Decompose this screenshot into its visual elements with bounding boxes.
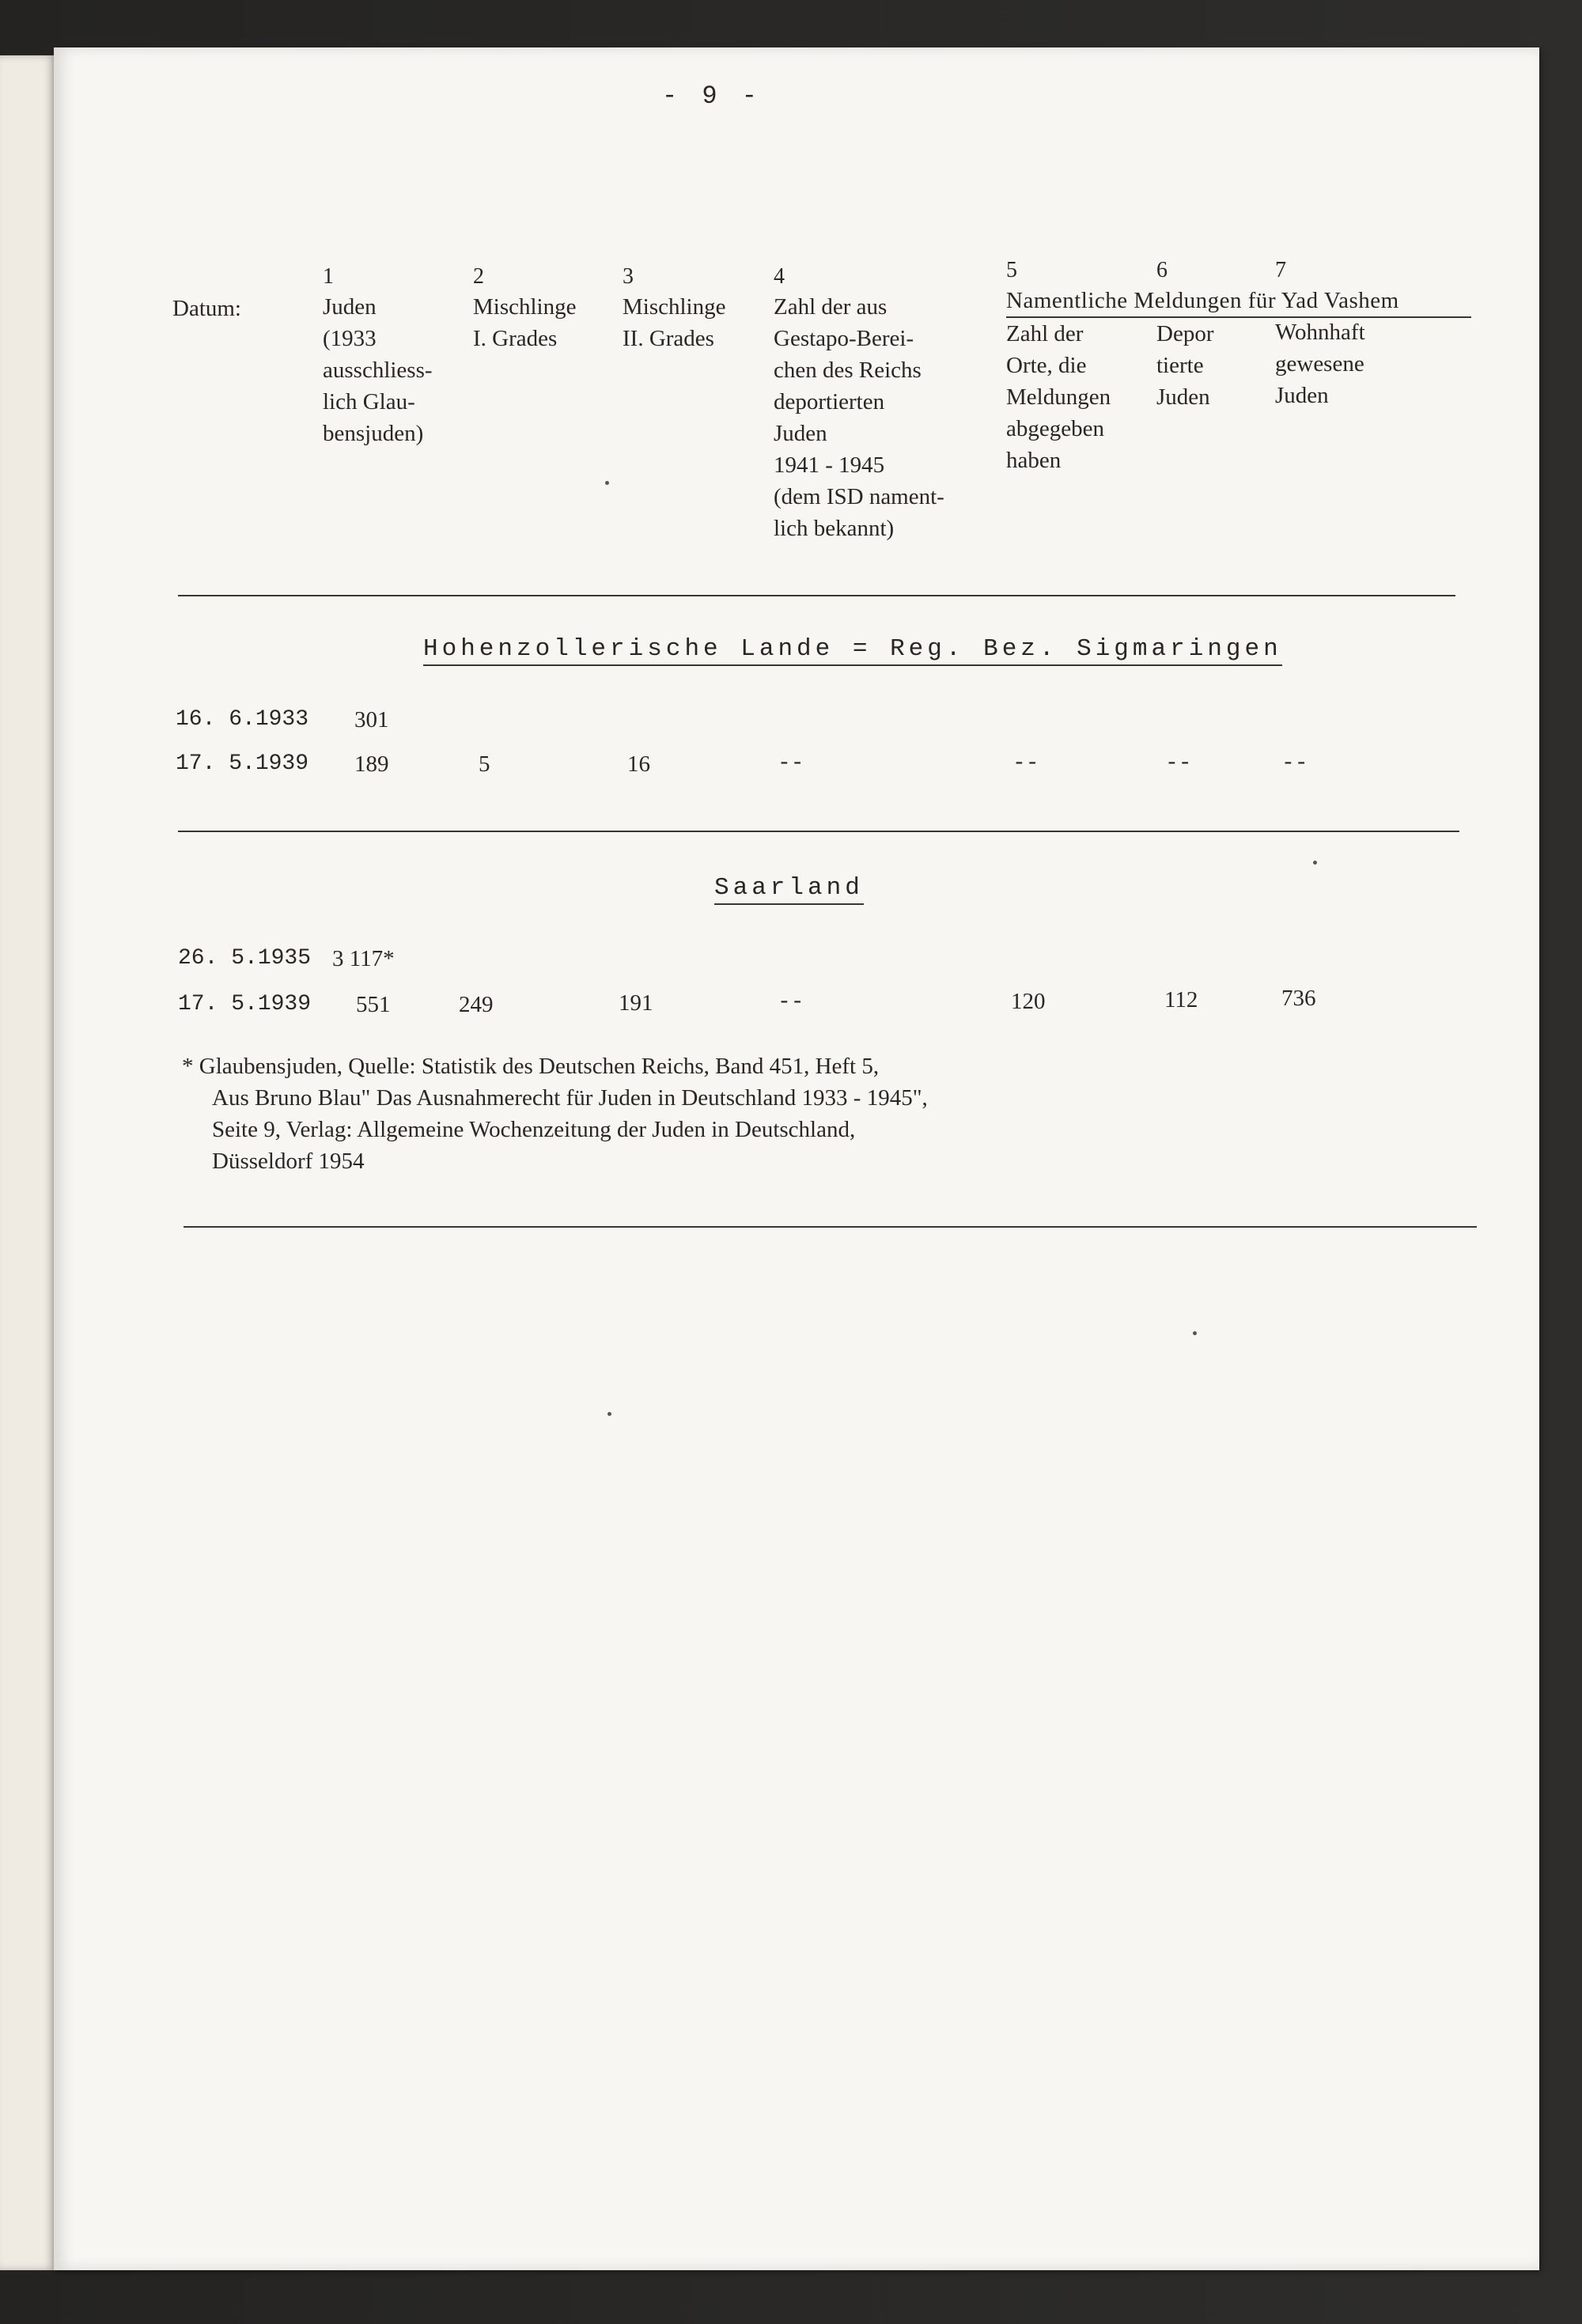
col2-number: 2 xyxy=(473,264,484,289)
col5-header-line: haben xyxy=(1006,448,1062,473)
previous-page-edge xyxy=(0,55,55,2270)
scan-speck xyxy=(1193,1331,1197,1335)
col4-number: 4 xyxy=(774,264,785,289)
col7-header-line: Wohnhaft xyxy=(1275,320,1365,345)
datum-label: Datum: xyxy=(172,296,241,321)
scan-speck xyxy=(1313,861,1317,865)
col4-header-line: Zahl der aus xyxy=(774,294,888,320)
section-title: Saarland xyxy=(714,874,864,905)
col5-header-line: Orte, die xyxy=(1006,353,1087,378)
row-col7: -- xyxy=(1281,751,1308,776)
row-col1: 551 xyxy=(356,992,391,1017)
col2-header-line: Mischlinge xyxy=(473,294,577,320)
col1-header-line: Juden xyxy=(323,294,377,320)
col7-number: 7 xyxy=(1275,258,1286,282)
col4-header-line: Gestapo-Berei- xyxy=(774,326,914,351)
header-rule xyxy=(178,595,1455,596)
section-rule xyxy=(178,831,1459,832)
footnote-line: * Glaubensjuden, Quelle: Statistik des Deutschen Reichs, Band 451, Heft 5, xyxy=(182,1054,880,1079)
col7-header-line: Juden xyxy=(1275,383,1329,408)
row-col7: 736 xyxy=(1281,986,1316,1011)
row-col1: 189 xyxy=(354,751,389,777)
col5-header-line: Meldungen xyxy=(1006,384,1111,410)
col1-number: 1 xyxy=(323,264,334,289)
col5-header-line: Zahl der xyxy=(1006,321,1084,346)
row-col3: 16 xyxy=(627,751,650,777)
col1-header-line: ausschliess- xyxy=(323,358,433,383)
col4-header-line: lich bekannt) xyxy=(774,516,895,541)
row-col6: -- xyxy=(1165,751,1192,776)
col6-number: 6 xyxy=(1156,258,1168,282)
row-date: 16. 6.1933 xyxy=(176,707,309,732)
scan-speck xyxy=(605,481,609,485)
section-title: Hohenzollerische Lande = Reg. Bez. Sigmaringen xyxy=(423,635,1282,666)
col4-header-line: deportierten xyxy=(774,389,885,414)
col4-header-line: (dem ISD nament- xyxy=(774,484,944,509)
col4-header-line: 1941 - 1945 xyxy=(774,452,885,478)
scan-speck xyxy=(607,1412,611,1416)
col2-header-line: I. Grades xyxy=(473,326,558,351)
col5-number: 5 xyxy=(1006,258,1017,282)
page-number: - 9 - xyxy=(661,81,762,111)
col1-header-line: (1933 xyxy=(323,326,377,351)
row-col2: 5 xyxy=(479,751,490,777)
col4-header-line: chen des Reichs xyxy=(774,358,922,383)
row-date: 17. 5.1939 xyxy=(176,751,309,776)
col6-header-line: tierte xyxy=(1156,353,1204,378)
footnote-line: Düsseldorf 1954 xyxy=(212,1149,365,1174)
col3-number: 3 xyxy=(623,264,634,289)
row-col4: -- xyxy=(778,990,804,1015)
col3-header-line: II. Grades xyxy=(623,326,714,351)
col6-header-line: Juden xyxy=(1156,384,1210,410)
row-col5: 120 xyxy=(1011,989,1046,1014)
row-col2: 249 xyxy=(459,992,494,1017)
row-date: 17. 5.1939 xyxy=(178,992,312,1016)
row-col1: 301 xyxy=(354,707,389,732)
col6-header-line: Depor xyxy=(1156,321,1214,346)
col3-header-line: Mischlinge xyxy=(623,294,726,320)
footnote-line: Seite 9, Verlag: Allgemeine Wochenzeitung der Juden in Deutschland, xyxy=(212,1117,856,1142)
row-col4: -- xyxy=(778,751,804,776)
footnote-line: Aus Bruno Blau" Das Ausnahmerecht für Juden in Deutschland 1933 - 1945", xyxy=(212,1085,928,1111)
row-col6: 112 xyxy=(1164,987,1198,1012)
row-col3: 191 xyxy=(619,990,653,1016)
col7-header-line: gewesene xyxy=(1275,351,1364,377)
col1-header-line: bensjuden) xyxy=(323,421,424,446)
col4-header-line: Juden xyxy=(774,421,827,446)
col5-header-line: abgegeben xyxy=(1006,416,1104,441)
row-col5: -- xyxy=(1012,751,1039,776)
yad-vashem-span-header: Namentliche Meldungen für Yad Vashem xyxy=(1006,285,1471,318)
footer-rule xyxy=(184,1226,1477,1228)
row-date: 26. 5.1935 xyxy=(178,946,312,971)
col1-header-line: lich Glau- xyxy=(323,389,415,414)
row-col1: 3 117* xyxy=(332,946,395,971)
